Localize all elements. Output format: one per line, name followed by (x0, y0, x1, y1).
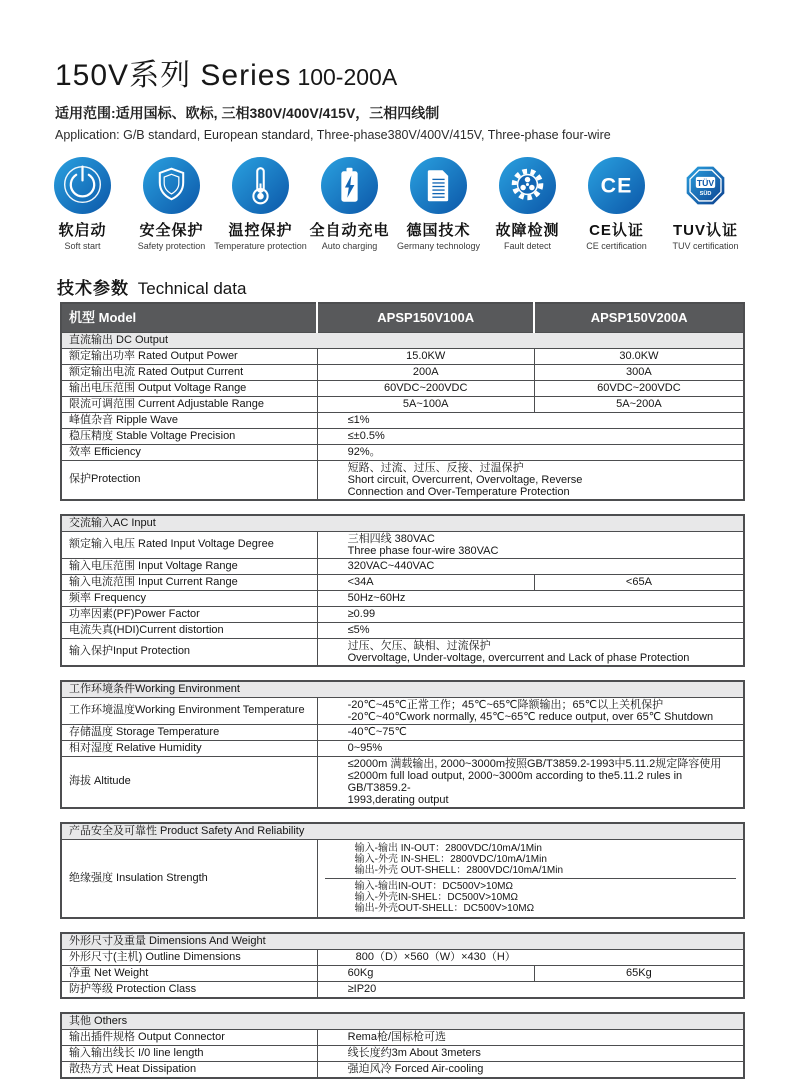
spec-label-cell: 输入电压范围 Input Voltage Range (61, 558, 317, 574)
spec-row (61, 622, 744, 638)
spec-label-cell: 频率 Frequency (61, 590, 317, 606)
spec-label-cell: 输出电压范围 Output Voltage Range (61, 380, 317, 396)
battery-charging-icon (321, 157, 378, 214)
spec-row (61, 724, 744, 740)
spec-value-line: ≤2000m full load output, 2000~3000m according to the5.11.2 rules in GB/T3859.2- (347, 769, 683, 794)
section-header-row (61, 515, 744, 532)
spec-label-cell: 绝缘强度 Insulation Strength (61, 839, 317, 918)
spec-value-cell: 30.0KW (534, 348, 744, 364)
feature-fault-detect (483, 157, 572, 251)
spec-value-cell: 60VDC~200VDC (317, 380, 534, 396)
spec-label-cell: 电流失真(HDI)Current distortion (61, 622, 317, 638)
ce-letters: CE (600, 173, 633, 198)
spec-value-cell: 强迫风冷 Forced Air-cooling (317, 1061, 744, 1078)
spec-label-cell: 工作环境温度Working Environment Temperature (61, 697, 317, 724)
application-range-cn: 适用范围:适用国标、欧标, 三相380V/400V/415V，三相四线制 (55, 105, 440, 121)
spec-value-cell: 800（D）×560（W）×430（H） (317, 949, 744, 965)
section-title-cell: 工作环境条件Working Environment (61, 681, 744, 698)
spec-value-cell: ≤±0.5% (317, 428, 744, 444)
spec-table (60, 514, 745, 667)
feature-safety-protection (127, 157, 216, 251)
section-title-cell: 产品安全及可靠性 Product Safety And Reliability (61, 823, 744, 840)
spec-value-line: -20℃~40℃work normally, 45℃~65℃ reduce output, over 65℃ Shutdown (347, 710, 714, 723)
spec-value-line: 1993,derating output (347, 793, 449, 806)
spec-value-line: Connection and Over-Temperature Protection (347, 485, 570, 498)
spec-value-line: Three phase four-wire 380VAC (347, 544, 499, 557)
spec-value-stack-cell (317, 839, 744, 918)
feature-label-en: Soft start (64, 241, 101, 251)
feature-germany-technology (394, 157, 483, 251)
spec-label-cell: 峰值杂音 Ripple Wave (61, 412, 317, 428)
thermometer-icon (232, 157, 289, 214)
spec-table (60, 680, 745, 809)
spec-value-cell: ≤5% (317, 622, 744, 638)
tuv-letters: TÜV (696, 177, 715, 188)
spec-row (61, 460, 744, 500)
application-range-en: Application: G/B standard, European standard, Three-phase380V/400V/415V, Three-phase four-wire (55, 128, 611, 142)
feature-label-cn: 全自动充电 (309, 222, 390, 239)
section-title-cell: 外形尺寸及重量 Dimensions And Weight (61, 933, 744, 950)
spec-value-cell: Rema枪/国标枪可选 (317, 1029, 744, 1045)
tuv-badge-icon (677, 157, 734, 214)
spec-row (61, 590, 744, 606)
spec-value-cell: 320VAC~440VAC (317, 558, 744, 574)
spec-value-cell: ≥0.99 (317, 606, 744, 622)
spec-row (61, 839, 744, 918)
feature-label-cn: 故障检测 (495, 222, 560, 239)
spec-value-cell: -40℃~75℃ (317, 724, 744, 740)
spec-label-cell: 输入输出线长 I/0 line length (61, 1045, 317, 1061)
section-header-row (61, 823, 744, 840)
section-header-row (61, 1013, 744, 1030)
feature-soft-start (38, 157, 127, 251)
spec-row (61, 558, 744, 574)
feature-label-en: TUV certification (672, 241, 739, 251)
section-header-row (61, 332, 744, 348)
feature-label-cn: CE认证 (589, 222, 644, 239)
spec-row (61, 756, 744, 808)
stack-part (325, 878, 736, 916)
spec-label-cell: 净重 Net Weight (61, 965, 317, 981)
series-title: 150V系列 Series (55, 59, 292, 92)
spec-value-cell: 15.0KW (317, 348, 534, 364)
tech-data-heading (57, 274, 246, 299)
spec-label-cell: 海拔 Altitude (61, 756, 317, 808)
spec-value-cell: ≤1% (317, 412, 744, 428)
spec-value-line: 过压、欠压、缺相、过流保护 (347, 639, 491, 652)
amp-range: 100-200A (297, 64, 398, 90)
section-header-row (61, 933, 744, 950)
spec-value-line: Short circuit, Overcurrent, Overvoltage, Reverse (347, 473, 583, 486)
power-icon (54, 157, 111, 214)
spec-value-line: 输入-输出IN-OUT：DC500V>10MΩ (354, 880, 513, 892)
spec-label-cell: 相对湿度 Relative Humidity (61, 740, 317, 756)
spec-value-cell: 50Hz~60Hz (317, 590, 744, 606)
feature-temperature-protection (216, 157, 305, 251)
spec-row (61, 444, 744, 460)
spec-value-cell: 65Kg (534, 965, 744, 981)
spec-table (60, 1012, 745, 1079)
spec-value-cell: <65A (534, 574, 744, 590)
spec-label-cell: 输出插件规格 Output Connector (61, 1029, 317, 1045)
sud-letters: SÜD (699, 191, 712, 198)
spec-value-line: 输入-输出 IN-OUT：2800VDC/10mA/1Min (354, 842, 542, 854)
model-name-cell: APSP150V200A (534, 303, 744, 332)
spec-label-cell: 外形尺寸(主机) Outline Dimensions (61, 949, 317, 965)
ce-mark-icon (588, 157, 645, 214)
feature-label-cn: 软启动 (58, 222, 107, 239)
spec-value-line: ≤2000m 满载输出, 2000~3000m按照GB/T3859.2-1993中5.11.2规定降容使用 (347, 757, 722, 770)
document-icon (410, 157, 467, 214)
shield-icon (143, 157, 200, 214)
spec-value-cell: 92%。 (317, 444, 744, 460)
spec-row (61, 1045, 744, 1061)
feature-label-en: Safety protection (137, 241, 206, 251)
spec-value-line: 输入-外壳IN-SHEL：DC500V>10MΩ (354, 891, 518, 903)
spec-label-cell: 输入保护Input Protection (61, 638, 317, 666)
section-title-cell: 交流输入AC Input (61, 515, 744, 532)
spec-label-cell: 输入电流范围 Input Current Range (61, 574, 317, 590)
spec-label-cell: 额定输出功率 Rated Output Power (61, 348, 317, 364)
spec-row (61, 981, 744, 998)
spec-value-line: 输出-外壳OUT-SHELL：DC500V>10MΩ (354, 902, 535, 914)
spec-value-cell: 300A (534, 364, 744, 380)
feature-tuv-certification (661, 157, 750, 251)
spec-row (61, 348, 744, 364)
feature-icon-row (38, 157, 750, 251)
spec-label-cell: 稳压精度 Stable Voltage Precision (61, 428, 317, 444)
spec-value-cell: 5A~100A (317, 396, 534, 412)
spec-tables (60, 302, 746, 1092)
spec-value-line: Overvoltage, Under-voltage, overcurrent and Lack of phase Protection (347, 651, 690, 664)
spec-value-cell (317, 697, 744, 724)
spec-value-cell: <34A (317, 574, 534, 590)
feature-label-cn: 德国技术 (406, 222, 471, 239)
feature-auto-charging (305, 157, 394, 251)
model-name-cell: APSP150V100A (317, 303, 534, 332)
spec-value-cell: 60VDC~200VDC (534, 380, 744, 396)
spec-label-cell: 额定输出电流 Rated Output Current (61, 364, 317, 380)
page-title (55, 50, 611, 94)
spec-row (61, 396, 744, 412)
spec-row (61, 380, 744, 396)
spec-row (61, 697, 744, 724)
section-title-cell: 其他 Others (61, 1013, 744, 1030)
spec-label-cell: 功率因素(PF)Power Factor (61, 606, 317, 622)
spec-label-cell: 保护Protection (61, 460, 317, 500)
title-block (55, 50, 611, 142)
spec-value-line: 输入-外壳 IN-SHEL：2800VDC/10mA/1Min (354, 853, 547, 865)
spec-value-cell: 0~95% (317, 740, 744, 756)
spec-value-line: 短路、过流、过压、反接、过温保护 (347, 461, 524, 474)
spec-row (61, 965, 744, 981)
spec-value-line: -20℃~45℃正常工作；45℃~65℃降额输出；65℃以上关机保护 (347, 698, 664, 711)
spec-label-cell: 防护等级 Protection Class (61, 981, 317, 998)
model-header-label: 机型 Model (61, 303, 317, 332)
spec-value-line: 输出-外壳 OUT-SHELL：2800VDC/10mA/1Min (354, 864, 564, 876)
spec-row (61, 574, 744, 590)
spec-row (61, 740, 744, 756)
spec-label-cell: 限流可调范围 Current Adjustable Range (61, 396, 317, 412)
feature-ce-certification (572, 157, 661, 251)
feature-label-cn: TUV认证 (672, 222, 738, 239)
feature-label-en: Germany technology (396, 241, 481, 251)
spec-value-cell (317, 460, 744, 500)
model-header-row (61, 303, 744, 332)
spec-table (60, 932, 745, 999)
feature-label-en: Fault detect (503, 241, 552, 251)
spec-table (60, 822, 745, 919)
spec-value-cell: 线长度约3m About 3meters (317, 1045, 744, 1061)
spec-row (61, 412, 744, 428)
spec-row (61, 531, 744, 558)
tech-data-heading-cn: 技术参数 (57, 279, 129, 298)
spec-label-cell: 存储温度 Storage Temperature (61, 724, 317, 740)
feature-label-en: Auto charging (321, 241, 378, 251)
spec-value-cell (317, 638, 744, 666)
spec-label-cell: 效率 Efficiency (61, 444, 317, 460)
spec-value-cell: 5A~200A (534, 396, 744, 412)
feature-label-en: CE certification (586, 241, 647, 251)
spec-value-cell: 200A (317, 364, 534, 380)
gear-icon (499, 157, 556, 214)
spec-value-line: 三相四线 380VAC (347, 532, 435, 545)
section-header-row (61, 681, 744, 698)
spec-row (61, 949, 744, 965)
stack-part (325, 841, 736, 878)
spec-row (61, 1029, 744, 1045)
spec-label-cell: 散热方式 Heat Dissipation (61, 1061, 317, 1078)
spec-value-cell (317, 531, 744, 558)
spec-row (61, 606, 744, 622)
spec-row (61, 1061, 744, 1078)
spec-value-cell (317, 756, 744, 808)
spec-table (60, 302, 745, 501)
feature-label-cn: 安全保护 (139, 222, 204, 239)
feature-label-cn: 温控保护 (228, 222, 293, 239)
feature-label-en: Temperature protection (214, 241, 307, 251)
tech-data-heading-en: Technical data (137, 279, 247, 298)
spec-value-cell: ≥IP20 (317, 981, 744, 998)
spec-row (61, 364, 744, 380)
spec-row (61, 428, 744, 444)
spec-value-cell: 60Kg (317, 965, 534, 981)
section-title-cell: 直流输出 DC Output (61, 332, 744, 348)
spec-label-cell: 额定输入电压 Rated Input Voltage Degree (61, 531, 317, 558)
spec-row (61, 638, 744, 666)
